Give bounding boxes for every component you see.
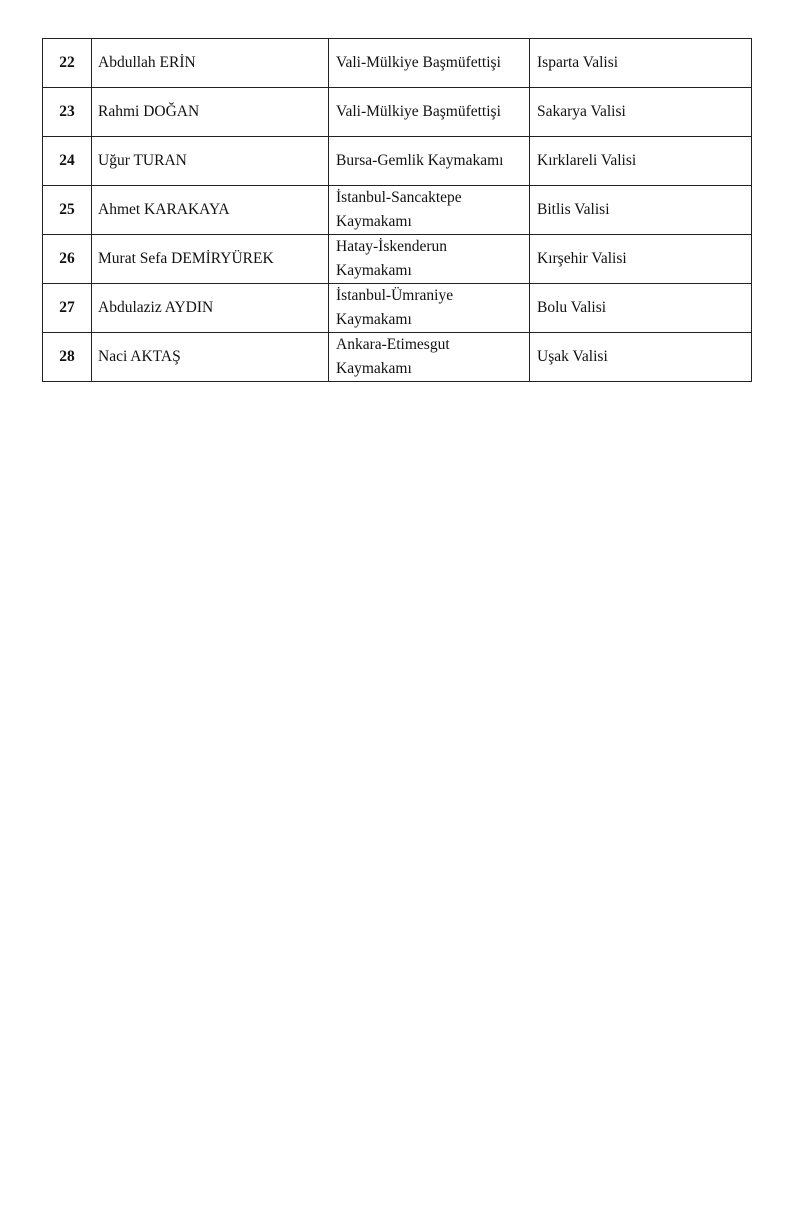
appointments-table — [42, 38, 752, 382]
new-post: Kırklareli Valisi — [530, 137, 752, 186]
row-number: 26 — [43, 235, 92, 284]
person-name: Rahmi DOĞAN — [92, 88, 329, 137]
person-name: Ahmet KARAKAYA — [92, 186, 329, 235]
current-post: Vali-Mülkiye Başmüfettişi — [329, 39, 530, 88]
row-number: 22 — [43, 39, 92, 88]
table-row — [43, 39, 752, 88]
row-number: 27 — [43, 284, 92, 333]
table-row — [43, 137, 752, 186]
row-number: 24 — [43, 137, 92, 186]
new-post: Bolu Valisi — [530, 284, 752, 333]
table-row — [43, 88, 752, 137]
table-row — [43, 284, 752, 333]
new-post: Uşak Valisi — [530, 333, 752, 382]
row-number: 28 — [43, 333, 92, 382]
new-post: Kırşehir Valisi — [530, 235, 752, 284]
current-post: İstanbul-Ümraniye Kaymakamı — [329, 284, 530, 333]
current-post: Vali-Mülkiye Başmüfettişi — [329, 88, 530, 137]
current-post: İstanbul-Sancaktepe Kaymakamı — [329, 186, 530, 235]
current-post: Bursa-Gemlik Kaymakamı — [329, 137, 530, 186]
current-post: Ankara-Etimesgut Kaymakamı — [329, 333, 530, 382]
person-name: Abdulaziz AYDIN — [92, 284, 329, 333]
new-post: Sakarya Valisi — [530, 88, 752, 137]
person-name: Uğur TURAN — [92, 137, 329, 186]
person-name: Naci AKTAŞ — [92, 333, 329, 382]
new-post: Bitlis Valisi — [530, 186, 752, 235]
table-row — [43, 333, 752, 382]
current-post: Hatay-İskenderun Kaymakamı — [329, 235, 530, 284]
table-row — [43, 235, 752, 284]
person-name: Murat Sefa DEMİRYÜREK — [92, 235, 329, 284]
person-name: Abdullah ERİN — [92, 39, 329, 88]
row-number: 25 — [43, 186, 92, 235]
new-post: Isparta Valisi — [530, 39, 752, 88]
table-row — [43, 186, 752, 235]
row-number: 23 — [43, 88, 92, 137]
